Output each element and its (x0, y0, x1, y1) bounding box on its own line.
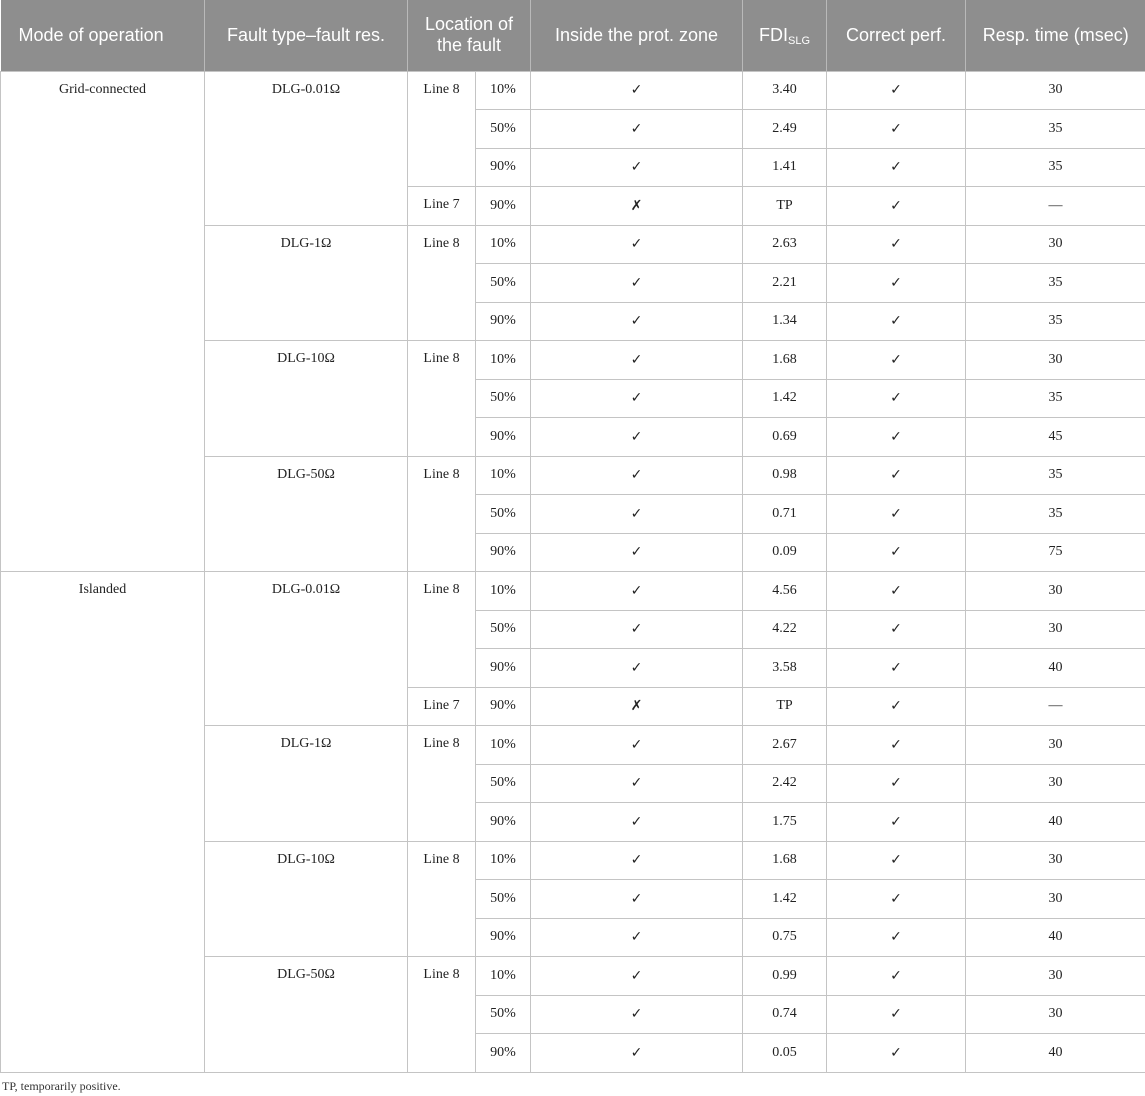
location-percent-cell: 90% (476, 649, 531, 688)
correct-perf-cell: ✓ (827, 418, 966, 457)
inside-zone-cell: ✓ (531, 379, 743, 418)
header-fdi (743, 0, 827, 71)
fdi-value-cell: 0.99 (743, 957, 827, 996)
inside-zone-cell: ✓ (531, 148, 743, 187)
inside-zone-cell: ✓ (531, 995, 743, 1034)
fdi-value-cell: 1.42 (743, 880, 827, 919)
table-header (1, 0, 1145, 71)
table-row (1, 71, 1145, 110)
location-percent-cell: 10% (476, 341, 531, 380)
fdi-value-cell: TP (743, 187, 827, 226)
resp-time-cell: 35 (966, 379, 1145, 418)
correct-perf-cell: ✓ (827, 880, 966, 919)
inside-zone-cell: ✓ (531, 726, 743, 765)
resp-time-cell: 35 (966, 110, 1145, 149)
inside-zone-cell: ✓ (531, 456, 743, 495)
line-cell: Line 8 (408, 225, 476, 341)
correct-perf-cell: ✓ (827, 957, 966, 996)
correct-perf-cell: ✓ (827, 341, 966, 380)
location-percent-cell: 50% (476, 610, 531, 649)
resp-time-cell: 45 (966, 418, 1145, 457)
table-row (1, 572, 1145, 611)
location-percent-cell: 10% (476, 841, 531, 880)
inside-zone-cell: ✓ (531, 764, 743, 803)
header-fault-type: Fault type–fault res. (205, 0, 408, 71)
fdi-value-cell: 3.58 (743, 649, 827, 688)
resp-time-cell: — (966, 187, 1145, 226)
correct-perf-cell: ✓ (827, 148, 966, 187)
line-cell: Line 8 (408, 841, 476, 957)
inside-zone-cell: ✓ (531, 649, 743, 688)
table-footnote: TP, temporarily positive. (2, 1079, 121, 1093)
fdi-value-cell: 1.68 (743, 341, 827, 380)
fdi-value-cell: 1.42 (743, 379, 827, 418)
header-inside-zone: Inside the prot. zone (531, 0, 743, 71)
header-fdi-subscript: SLG (787, 34, 810, 47)
resp-time-cell: 40 (966, 803, 1145, 842)
correct-perf-cell: ✓ (827, 533, 966, 572)
line-cell: Line 8 (408, 726, 476, 842)
correct-perf-cell: ✓ (827, 572, 966, 611)
fdi-value-cell: 4.22 (743, 610, 827, 649)
header-mode: Mode of operation (1, 0, 205, 71)
resp-time-cell: 35 (966, 264, 1145, 303)
correct-perf-cell: ✓ (827, 610, 966, 649)
resp-time-cell: 30 (966, 995, 1145, 1034)
location-percent-cell: 50% (476, 495, 531, 534)
inside-zone-cell: ✓ (531, 572, 743, 611)
correct-perf-cell: ✓ (827, 1034, 966, 1073)
inside-zone-cell: ✓ (531, 957, 743, 996)
fdi-value-cell: 0.74 (743, 995, 827, 1034)
resp-time-cell: 35 (966, 495, 1145, 534)
resp-time-cell: 40 (966, 649, 1145, 688)
location-percent-cell: 50% (476, 995, 531, 1034)
resp-time-cell: — (966, 687, 1145, 726)
fault-type-cell: DLG-0.01Ω (205, 572, 408, 726)
resp-time-cell: 30 (966, 726, 1145, 765)
location-percent-cell: 50% (476, 110, 531, 149)
table-body (1, 71, 1145, 1072)
line-cell: Line 8 (408, 957, 476, 1073)
line-cell: Line 8 (408, 341, 476, 457)
header-correct-perf: Correct perf. (827, 0, 966, 71)
correct-perf-cell: ✓ (827, 726, 966, 765)
correct-perf-cell: ✓ (827, 456, 966, 495)
correct-perf-cell: ✓ (827, 225, 966, 264)
resp-time-cell: 35 (966, 302, 1145, 341)
fault-type-cell: DLG-1Ω (205, 225, 408, 341)
resp-time-cell: 40 (966, 1034, 1145, 1073)
fdi-value-cell: 0.05 (743, 1034, 827, 1073)
location-percent-cell: 10% (476, 225, 531, 264)
location-percent-cell: 10% (476, 71, 531, 110)
location-percent-cell: 90% (476, 803, 531, 842)
location-percent-cell: 10% (476, 456, 531, 495)
fdi-value-cell: 2.49 (743, 110, 827, 149)
inside-zone-cell: ✓ (531, 803, 743, 842)
location-percent-cell: 10% (476, 957, 531, 996)
inside-zone-cell: ✓ (531, 225, 743, 264)
fdi-value-cell: 2.63 (743, 225, 827, 264)
line-cell: Line 7 (408, 687, 476, 726)
location-percent-cell: 50% (476, 264, 531, 303)
inside-zone-cell: ✓ (531, 610, 743, 649)
resp-time-cell: 30 (966, 841, 1145, 880)
location-percent-cell: 50% (476, 880, 531, 919)
inside-zone-cell: ✓ (531, 71, 743, 110)
mode-cell: Grid-connected (1, 71, 205, 572)
correct-perf-cell: ✓ (827, 918, 966, 957)
inside-zone-cell: ✗ (531, 187, 743, 226)
inside-zone-cell: ✓ (531, 1034, 743, 1073)
resp-time-cell: 30 (966, 572, 1145, 611)
location-percent-cell: 50% (476, 764, 531, 803)
fdi-value-cell: 0.69 (743, 418, 827, 457)
inside-zone-cell: ✓ (531, 918, 743, 957)
inside-zone-cell: ✓ (531, 533, 743, 572)
fault-type-cell: DLG-0.01Ω (205, 71, 408, 225)
correct-perf-cell: ✓ (827, 687, 966, 726)
fdi-value-cell: 0.71 (743, 495, 827, 534)
fdi-value-cell: 1.41 (743, 148, 827, 187)
resp-time-cell: 75 (966, 533, 1145, 572)
resp-time-cell: 35 (966, 456, 1145, 495)
correct-perf-cell: ✓ (827, 110, 966, 149)
mode-cell: Islanded (1, 572, 205, 1073)
resp-time-cell: 30 (966, 71, 1145, 110)
fault-type-cell: DLG-10Ω (205, 841, 408, 957)
header-location: Location of the fault (408, 0, 531, 71)
inside-zone-cell: ✓ (531, 495, 743, 534)
fault-type-cell: DLG-10Ω (205, 341, 408, 457)
correct-perf-cell: ✓ (827, 764, 966, 803)
correct-perf-cell: ✓ (827, 379, 966, 418)
fdi-value-cell: 2.67 (743, 726, 827, 765)
correct-perf-cell: ✓ (827, 187, 966, 226)
inside-zone-cell: ✓ (531, 418, 743, 457)
resp-time-cell: 30 (966, 764, 1145, 803)
resp-time-cell: 30 (966, 341, 1145, 380)
resp-time-cell: 30 (966, 225, 1145, 264)
fdi-value-cell: 1.68 (743, 841, 827, 880)
location-percent-cell: 90% (476, 187, 531, 226)
fdi-value-cell: TP (743, 687, 827, 726)
inside-zone-cell: ✓ (531, 302, 743, 341)
location-percent-cell: 90% (476, 687, 531, 726)
inside-zone-cell: ✓ (531, 110, 743, 149)
line-cell: Line 7 (408, 187, 476, 226)
fault-type-cell: DLG-50Ω (205, 957, 408, 1073)
inside-zone-cell: ✗ (531, 687, 743, 726)
location-percent-cell: 10% (476, 572, 531, 611)
header-resp-time: Resp. time (msec) (966, 0, 1145, 71)
inside-zone-cell: ✓ (531, 880, 743, 919)
correct-perf-cell: ✓ (827, 495, 966, 534)
correct-perf-cell: ✓ (827, 841, 966, 880)
fdi-value-cell: 0.09 (743, 533, 827, 572)
fdi-value-cell: 0.75 (743, 918, 827, 957)
fdi-value-cell: 1.75 (743, 803, 827, 842)
location-percent-cell: 90% (476, 918, 531, 957)
line-cell: Line 8 (408, 456, 476, 572)
fdi-value-cell: 2.42 (743, 764, 827, 803)
fault-type-cell: DLG-1Ω (205, 726, 408, 842)
location-percent-cell: 90% (476, 533, 531, 572)
resp-time-cell: 40 (966, 918, 1145, 957)
inside-zone-cell: ✓ (531, 341, 743, 380)
line-cell: Line 8 (408, 71, 476, 187)
correct-perf-cell: ✓ (827, 649, 966, 688)
fdi-value-cell: 3.40 (743, 71, 827, 110)
line-cell: Line 8 (408, 572, 476, 688)
location-percent-cell: 90% (476, 148, 531, 187)
correct-perf-cell: ✓ (827, 71, 966, 110)
location-percent-cell: 90% (476, 1034, 531, 1073)
correct-perf-cell: ✓ (827, 302, 966, 341)
resp-time-cell: 30 (966, 880, 1145, 919)
fault-type-cell: DLG-50Ω (205, 456, 408, 572)
correct-perf-cell: ✓ (827, 803, 966, 842)
fdi-value-cell: 2.21 (743, 264, 827, 303)
inside-zone-cell: ✓ (531, 841, 743, 880)
header-fdi-main: FDI (758, 24, 788, 45)
location-percent-cell: 90% (476, 302, 531, 341)
inside-zone-cell: ✓ (531, 264, 743, 303)
location-percent-cell: 10% (476, 726, 531, 765)
fdi-value-cell: 1.34 (743, 302, 827, 341)
resp-time-cell: 35 (966, 148, 1145, 187)
location-percent-cell: 90% (476, 418, 531, 457)
fdi-value-cell: 4.56 (743, 572, 827, 611)
location-percent-cell: 50% (476, 379, 531, 418)
correct-perf-cell: ✓ (827, 264, 966, 303)
fdi-value-cell: 0.98 (743, 456, 827, 495)
correct-perf-cell: ✓ (827, 995, 966, 1034)
resp-time-cell: 30 (966, 610, 1145, 649)
resp-time-cell: 30 (966, 957, 1145, 996)
